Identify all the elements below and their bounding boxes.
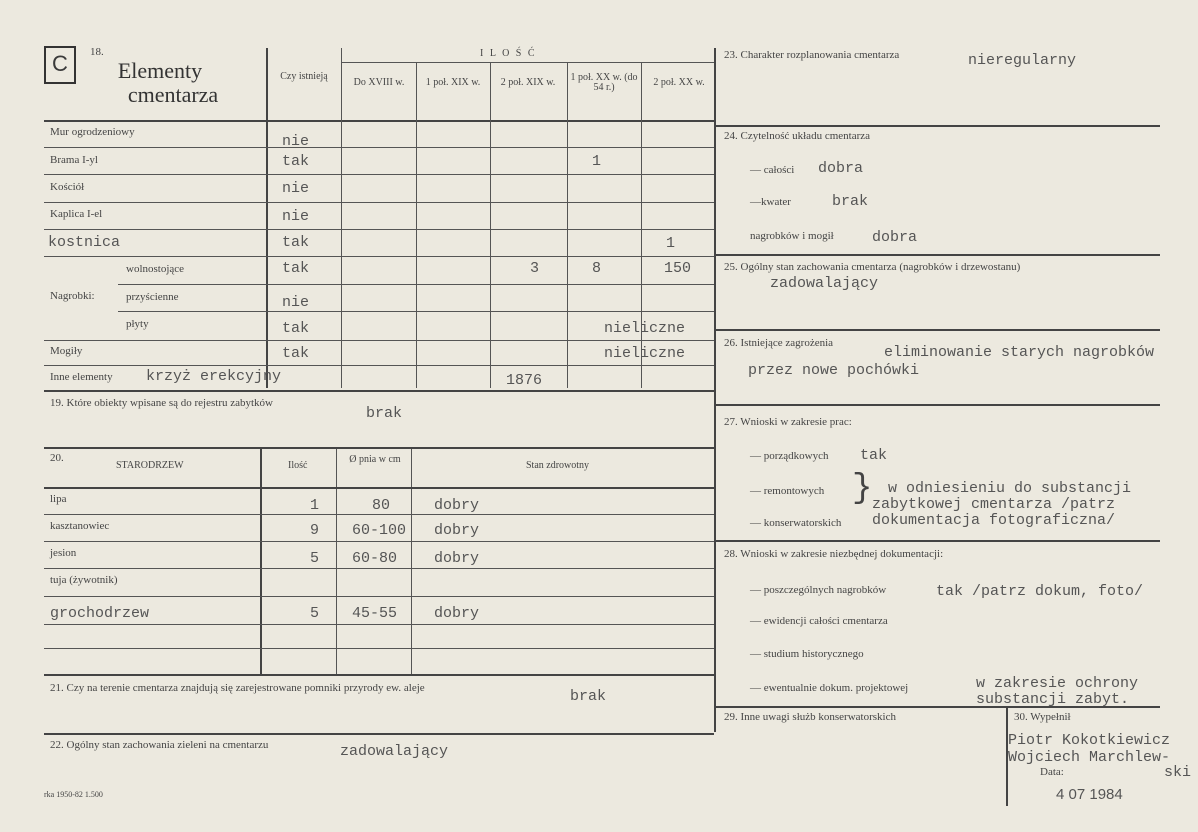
czy-plyty: tak [282, 320, 310, 337]
q19-answer: brak [366, 405, 403, 422]
tree-name-3: jesion [50, 547, 77, 559]
q24-label: 24. Czytelność układu cmentarza [724, 130, 871, 142]
q28-projektowej-line2: substancji zabyt. [976, 691, 1130, 708]
tree-ilosc-2: 9 [310, 522, 320, 539]
czy-mur: nie [282, 133, 310, 150]
tree-name-1: lipa [50, 493, 67, 505]
tree-pien-3: 60-80 [352, 550, 398, 567]
tree-stan-1: dobry [434, 497, 480, 514]
czy-wolnostojace: tak [282, 260, 310, 277]
q28-poszczegolnych: tak /patrz dokum, foto/ [936, 583, 1144, 600]
q22-answer: zadowalający [340, 743, 449, 760]
q27-porzadkowych-label: — porządkowych [750, 450, 829, 462]
element-label-mur: Mur ogrodzeniowy [50, 126, 135, 138]
tree-pien-1: 80 [372, 497, 391, 514]
tree-name-5: grochodrzew [50, 605, 150, 622]
q30-name1: Piotr Kokotkiewicz [1008, 732, 1171, 749]
q23-answer: nieregularny [968, 52, 1077, 69]
section-number: 18. [90, 46, 104, 58]
q27-remontowych-label: — remontowych [750, 485, 825, 497]
period-3: 2 poł. XIX w. [500, 77, 556, 88]
q23-label: 23. Charakter rozplanowania cmentarza [724, 49, 900, 61]
q20-col-stan: Stan zdrowotny [526, 460, 590, 471]
tree-stan-5: dobry [434, 605, 480, 622]
kostnica-2pol-xx: 1 [666, 235, 676, 252]
czy-kostnica: tak [282, 234, 310, 251]
inne-label: Inne elementy [50, 371, 113, 383]
col-czy-header: Czy istnieją [280, 71, 328, 82]
element-label-plyty: płyty [126, 318, 149, 330]
q25-answer: zadowalający [770, 275, 879, 292]
title-line1: Elementy [117, 58, 203, 83]
q24-nagrobkow-label: nagrobków i mogił [750, 230, 834, 242]
section-letter-box [44, 46, 76, 84]
period-4: 1 poł. XX w. (do 54 r.) [570, 72, 638, 93]
q20-col-starodrzew: STARODRZEW [116, 460, 184, 471]
brace-icon: } [852, 470, 873, 508]
tree-pien-5: 45-55 [352, 605, 398, 622]
q20-col-ilosc: Ilość [288, 460, 308, 471]
tree-stan-2: dobry [434, 522, 480, 539]
q28-label: 28. Wnioski w zakresie niezbędnej dokumentacji: [724, 548, 944, 560]
tree-name-2: kasztanowiec [50, 520, 110, 532]
wolnostojace-2pol-xix: 3 [530, 260, 540, 277]
tree-ilosc-3: 5 [310, 550, 320, 567]
q24-nagrobkow: dobra [872, 229, 918, 246]
element-label-wolnostojace: wolnostojące [126, 263, 185, 275]
mogily-note: nieliczne [604, 345, 686, 362]
period-2: 1 poł. XIX w. [425, 77, 481, 88]
tree-ilosc-1: 1 [310, 497, 320, 514]
q19-label: 19. Które obiekty wpisane są do rejestru zabytków [50, 397, 273, 409]
tree-ilosc-5: 5 [310, 605, 320, 622]
tree-name-4: tuja (żywotnik) [50, 574, 118, 586]
q28-studium-label: — studium historycznego [750, 648, 864, 660]
print-note: rka 1950-82 1.500 [44, 790, 103, 799]
col-ilosc-header: I L O Ś Ć [480, 48, 537, 59]
q20-number: 20. [50, 452, 64, 464]
czy-kosciol: nie [282, 180, 310, 197]
tree-stan-3: dobry [434, 550, 480, 567]
q28-poszczegolnych-label: — poszczególnych nagrobków [750, 584, 887, 596]
element-label-brama: Brama I-yl [50, 154, 98, 166]
q25-label: 25. Ogólny stan zachowania cmentarza (nagrobków i drzewostanu) [724, 261, 1021, 273]
q20-col-pnia: Ø pnia w cm [349, 454, 401, 465]
q30-name2: Wojciech Marchlew- [1008, 749, 1171, 766]
period-1: Do XVIII w. [353, 77, 405, 88]
element-label-kosciol: Kościół [50, 181, 85, 193]
plyty-note: nieliczne [604, 320, 686, 337]
section-letter: C [52, 51, 68, 76]
nagrobki-label: Nagrobki: [50, 290, 95, 302]
czy-kaplica: nie [282, 208, 310, 225]
element-label-kaplica: Kaplica I-el [50, 208, 103, 220]
q30-name2b: ski [1164, 764, 1192, 781]
period-5: 2 poł. XX w. [653, 77, 705, 88]
q24-kwater: brak [832, 193, 869, 210]
czy-przyscienne: nie [282, 294, 310, 311]
q26-label: 26. Istniejące zagrożenia [724, 337, 834, 349]
q30-label: 30. Wypełnił [1014, 711, 1071, 723]
q24-kwater-label: —kwater [750, 196, 791, 208]
q21-answer: brak [570, 688, 607, 705]
q26-answer-line1: eliminowanie starych nagrobków [884, 344, 1155, 361]
q27-porzadkowych: tak [860, 447, 888, 464]
q27-label: 27. Wnioski w zakresie prac: [724, 416, 852, 428]
title-line2: cmentarza [127, 82, 219, 107]
wolnostojace-2pol-xx: 150 [664, 260, 692, 277]
inne-year: 1876 [506, 372, 543, 389]
brama-1pol-xx: 1 [592, 153, 602, 170]
q29-label: 29. Inne uwagi służb konserwatorskich [724, 711, 896, 723]
q22-label: 22. Ogólny stan zachowania zieleni na cmentarzu [50, 739, 269, 751]
q30-date: 4 07 1984 [1056, 786, 1123, 803]
q27-note-line2: zabytkowej cmentarza /patrz [872, 496, 1116, 513]
q30-data-label: Data: [1040, 766, 1064, 778]
q27-konserwatorskich-label: — konserwatorskich [750, 517, 842, 529]
q24-calosci-label: — całości [750, 164, 795, 176]
q28-ewidencji-label: — ewidencji całości cmentarza [750, 615, 888, 627]
wolnostojace-1pol-xx: 8 [592, 260, 602, 277]
q26-answer-line2: przez nowe pochówki [748, 362, 920, 379]
czy-brama: tak [282, 153, 310, 170]
q28-projektowej-line1: w zakresie ochrony [976, 675, 1139, 692]
q27-note-line1: w odniesieniu do substancji [888, 480, 1132, 497]
q24-calosci: dobra [818, 160, 864, 177]
element-label-mogily: Mogiły [50, 345, 83, 357]
q28-projektowej-label: — ewentualnie dokum. projektowej [750, 682, 909, 694]
q27-note-line3: dokumentacja fotograficzna/ [872, 512, 1116, 529]
inne-value: krzyż erekcyjny [146, 368, 282, 385]
element-label-przyscienne: przyścienne [126, 291, 179, 303]
element-label-kostnica: kostnica [48, 234, 121, 251]
q21-label: 21. Czy na terenie cmentarza znajdują się zarejestrowane pomniki przyrody ew. aleje [50, 682, 425, 694]
tree-pien-2: 60-100 [352, 522, 407, 539]
czy-mogily: tak [282, 345, 310, 362]
